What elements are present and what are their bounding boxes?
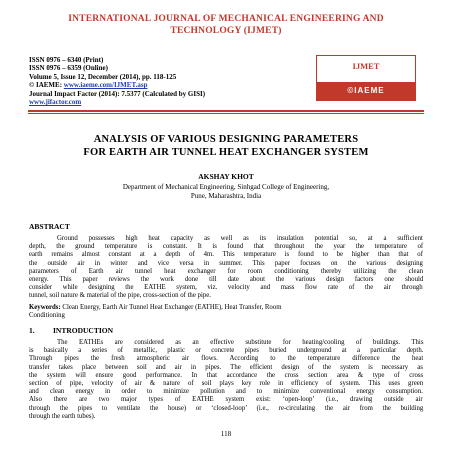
iaeme-link[interactable]: www.iaeme.com/IJMET.asp xyxy=(63,81,148,90)
author-name: AKSHAY KHOT xyxy=(198,172,254,181)
abstract-line: energy. This paper reviews the work done till date about the various design factors one should xyxy=(29,276,424,284)
intro-line: through the earth tubes). xyxy=(29,412,96,420)
intro-line: Also there are two major types of EATHE system exist: ‘open-loop’ (i.e., drawing outside air xyxy=(29,396,423,404)
abstract-line: tunnel, soil nature & material of the pipe, cross-section of the pipe. xyxy=(29,292,211,300)
affiliation-line2: Pune, Maharashtra, India xyxy=(190,191,262,200)
section-heading-introduction xyxy=(29,326,113,335)
journal-title-line2: TECHNOLOGY (IJMET) xyxy=(170,26,282,36)
impact-factor: Journal Impact Factor (2014): 7.5377 (Calculated by GISI) xyxy=(29,89,206,98)
volume-issue: Volume 5, Issue 12, December (2014), pp. 118-125 xyxy=(29,72,177,81)
article-title-line1: ANALYSIS OF VARIOUS DESIGNING PARAMETERS xyxy=(93,134,359,145)
introduction-body xyxy=(29,339,423,421)
keywords-label: Keywords: xyxy=(29,304,61,311)
issn-print: ISSN 0976 – 6340 (Print) xyxy=(29,56,104,64)
page-number: 118 xyxy=(220,430,232,438)
keywords-text-cont: Conditioning xyxy=(29,312,65,320)
intro-line: section of pipe, velocity of air & nature of soil plays key role in efficiency of system. This uses green xyxy=(29,380,424,388)
section-title: INTRODUCTION xyxy=(53,326,114,335)
header-rule-top xyxy=(28,110,424,112)
iaeme-line xyxy=(29,81,205,89)
intro-line: through the pipes to ventilate the house) or ‘closed-loop’ (i.e., re-circulating the air from the building xyxy=(29,404,424,412)
header-rule-bottom xyxy=(28,113,424,114)
issn-online: ISSN 0976 – 6359 (Online) xyxy=(29,64,108,73)
author-affiliation xyxy=(20,183,432,200)
abstract-line: parameters of Earth air tunnel heat exchanger for room conditioning thereby utilizing the clean xyxy=(29,267,423,275)
intro-line: is basically a series of metallic, plastic or concrete pipes buried underground at a particular depth. xyxy=(29,347,424,355)
abstract-line: depth, the ground temperature is constant. It is found that throughout the year the temperature of xyxy=(29,243,424,251)
intro-line: Through pipes the fresh atmospheric air flows. According to the temperature difference the heat xyxy=(29,355,424,363)
abstract-body xyxy=(29,235,423,301)
abstract-line: consider while designing the EATHE system, viz. velocity and mass flow rate of the air through xyxy=(29,284,423,292)
intro-line: transfer takes place between soil and air in pipes. The efficient design of the system is necessary as xyxy=(29,363,423,371)
keywords-block xyxy=(29,304,423,320)
abstract-heading: ABSTRACT xyxy=(29,222,70,231)
keywords-text: Clean Energy, Earth Air Tunnel Heat Exchanger (EATHE), Heat Transfer, Room xyxy=(60,304,282,311)
journal-info-block xyxy=(29,56,205,106)
badge-ijmet: IJMET xyxy=(317,56,415,76)
intro-line: and clean energy in order to minimize pollution and to minimize conventional energy consumption. xyxy=(29,388,423,396)
journal-logo-badge xyxy=(316,55,416,101)
iaeme-prefix: © IAEME: xyxy=(29,81,64,90)
badge-iaeme: ©IAEME xyxy=(317,82,415,100)
article-title xyxy=(20,134,432,159)
affiliation-line1: Department of Mechanical Engineering, Sinhgad College of Engineering, xyxy=(122,183,330,191)
intro-line: The EATHEs are considered as an effective substitute for heating/cooling of buildings. This xyxy=(57,339,424,346)
jifactor-link[interactable]: www.jifactor.com xyxy=(29,98,82,107)
intro-line: the system will ensure good performance. In that accordance the cross section area & type of cross xyxy=(29,371,424,379)
article-title-line2: FOR EARTH AIR TUNNEL HEAT EXCHANGER SYSTEM xyxy=(83,146,369,158)
section-number: 1. xyxy=(29,326,35,335)
journal-title-line1: INTERNATIONAL JOURNAL OF MECHANICAL ENGINEERING AND xyxy=(68,14,384,24)
abstract-line: Ground possesses high heat capacity as well as its insulation potential so, at a sufficient xyxy=(57,235,423,242)
abstract-line: the outside air in winter and vice versa in summer. This paper focuses on the various designing xyxy=(29,259,423,267)
abstract-line: earth remains almost constant at a depth of 4m. This temperature is found to be higher than that of xyxy=(29,251,423,259)
journal-title xyxy=(20,13,432,37)
